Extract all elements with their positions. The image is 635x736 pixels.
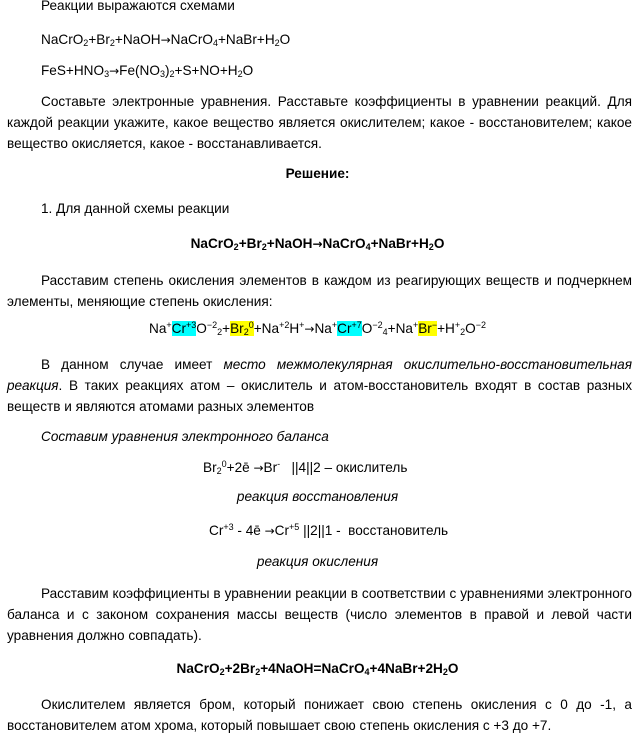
scheme-2: $FeS+HNO_3\to Fe(NO_3)_2+S+NO+H_2O$ xyxy=(41,63,254,79)
arrow-icon: → xyxy=(304,322,315,336)
final-equation: $NaCrO_2+2Br_2+4NaOH=NaCrO_4+4NaBr+2H_2O$ xyxy=(176,661,459,677)
arrow-icon: → xyxy=(312,237,323,251)
intro-text: Реакции выражаются схемами xyxy=(41,0,235,13)
balance-title: Составим уравнения электронного баланса xyxy=(41,429,329,444)
step-1-text: 1. Для данной схемы реакции xyxy=(41,201,230,216)
half-reaction-reduction: $Br_2^0+2ē \to Br^-$ ||4||2 – окислитель xyxy=(203,459,408,476)
highlight-chromium: $Cr^{+7}$ xyxy=(337,320,362,336)
oxidation-label: реакция окисления xyxy=(256,554,379,569)
highlight-chromium: $Cr^{+3}$ xyxy=(171,320,197,336)
oxidation-state-equation: $Na^+Cr^{+3}O^{-2}_2+Br_2^0+Na^{+2}H^+\to Na^+Cr^{+7}O^{-2}_4+Na^+Br^-+H^+_2O^{-2}$ xyxy=(149,320,486,337)
scheme-1: $NaCrO_2+Br_2+NaOH\to NaCrO_4+NaBr+H_2O$ xyxy=(41,32,291,48)
highlight-bromine: $Br_2^0$ xyxy=(230,320,254,337)
reaction-equation: $NaCrO_2+Br_2+NaOH\to NaCrO_4+NaBr+H_2O$ xyxy=(190,236,445,252)
task-paragraph: Составьте электронные уравнения. Расставьте коэффициенты в уравнении реакций. Для каждой реакции укажите, какое вещество является окислителем; какое - восстановителем; какое вещество окисляется, какое - восстанавливается. xyxy=(7,94,632,151)
arrow-icon: → xyxy=(109,64,120,78)
reduction-label: реакция восстановления xyxy=(236,489,399,504)
oxidation-states-paragraph: Расставим степень окисления элементов в каждом из реагирующих веществ и подчеркнем элементы, меняющие степень окисления: xyxy=(7,273,632,309)
solution-title: Решение: xyxy=(285,166,350,181)
coefficients-paragraph: Расставим коэффициенты в уравнении реакции в соответствии с уравнениями электронного баланса и с законом сохранения массы веществ (число элементов в правой и левой части уравнения должно совпадать). xyxy=(7,586,632,643)
highlight-bromine: Br− xyxy=(418,320,438,336)
arrow-icon: → xyxy=(160,33,171,47)
arrow-icon: → xyxy=(253,461,264,475)
arrow-icon: → xyxy=(264,524,275,538)
conclusion-paragraph: Окислителем является бром, который понижает свою степень окисления с 0 до -1, а восстановителем атом хрома, который повышает свою степень окисления с +3 до +7. xyxy=(7,697,632,733)
half-reaction-oxidation: $Cr^{+3}$ - 4ē $\to Cr^{+5}$ ||2||1 - восстановитель xyxy=(209,522,449,538)
intermolecular-paragraph: В данном случае имеет место межмолекулярная окислительно-восстановительная реакция. В таких реакциях атом – окислитель и атом-восстановитель входят в состав разных веществ и являются атомами разных элементов xyxy=(7,357,632,414)
